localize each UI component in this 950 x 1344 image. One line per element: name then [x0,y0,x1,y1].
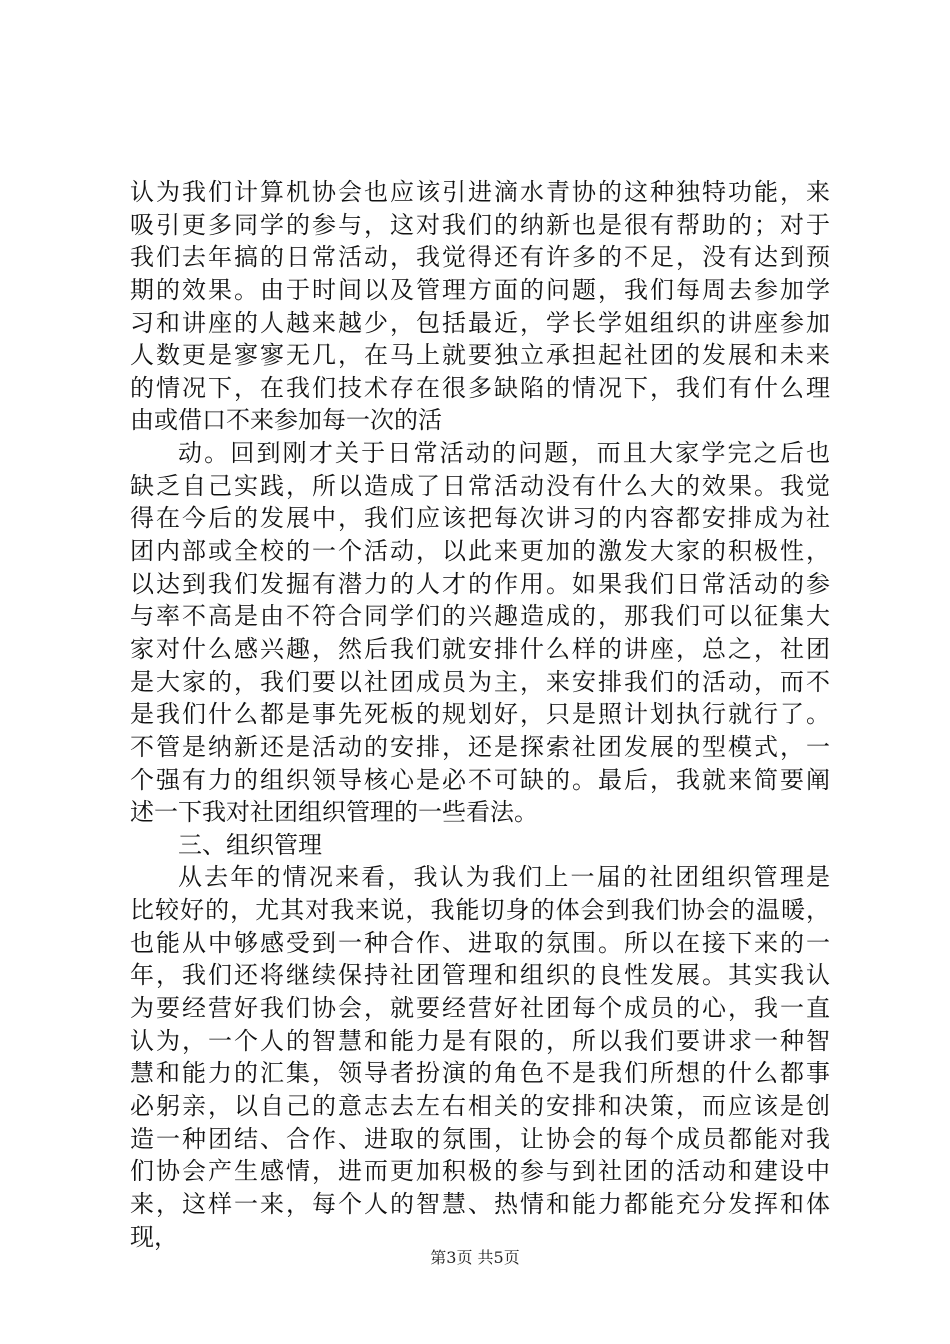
text-line: 三、组织管理 [178,830,322,859]
text-line: 慧和能力的汇集，领导者扮演的角色不是我们所想的什么都事 [130,1059,830,1088]
text-line: 缺乏自己实践，所以造成了日常活动没有什么大的效果。我觉 [130,471,830,500]
text-line: 也能从中够感受到一种合作、进取的氛围。所以在接下来的一 [130,928,830,957]
text-line: 认为，一个人的智慧和能力是有限的，所以我们要讲求一种智 [130,1026,830,1055]
text-line: 现， [130,1222,178,1251]
text-line: 由或借口不来参加每一次的活 [130,406,442,435]
text-line: 的情况下，在我们技术存在很多缺陷的情况下，我们有什么理 [130,373,830,402]
text-line: 述一下我对社团组织管理的一些看法。 [130,798,538,827]
text-line: 我们去年搞的日常活动，我觉得还有许多的不足，没有达到预 [130,243,830,272]
text-line: 家对什么感兴趣，然后我们就安排什么样的讲座，总之，社团 [130,634,830,663]
text-line: 造一种团结、合作、进取的氛围，让协会的每个成员都能对我 [130,1124,830,1153]
text-line: 认为我们计算机协会也应该引进滴水青协的这种独特功能，来 [130,178,830,206]
text-line: 年，我们还将继续保持社团管理和组织的良性发展。其实我认 [130,961,830,990]
text-line: 习和讲座的人越来越少，包括最近，学长学姐组织的讲座参加 [130,308,830,337]
text-line: 团内部或全校的一个活动，以此来更加的激发大家的积极性， [130,537,830,566]
text-line: 是大家的，我们要以社团成员为主，来安排我们的活动，而不 [130,667,830,696]
text-line: 必躬亲，以自己的意志去左右相关的安排和决策，而应该是创 [130,1091,830,1120]
text-line: 不管是纳新还是活动的安排，还是探索社团发展的型模式，一 [130,732,830,761]
text-line: 动。回到刚才关于日常活动的问题，而且大家学完之后也 [178,439,830,468]
document-body [130,176,830,1253]
text-line: 得在今后的发展中，我们应该把每次讲习的内容都安排成为社 [130,504,830,533]
text-line: 与率不高是由不符合同学们的兴趣造成的，那我们可以征集大 [130,602,830,631]
text-line: 为要经营好我们协会，就要经营好社团每个成员的心，我一直 [130,994,830,1023]
text-line: 吸引更多同学的参与，这对我们的纳新也是很有帮助的；对于 [130,210,830,239]
text-line: 以达到我们发掘有潜力的人才的作用。如果我们日常活动的参 [130,569,830,598]
text-line: 人数更是寥寥无几，在马上就要独立承担起社团的发展和未来 [130,341,830,370]
text-line: 从去年的情况来看，我认为我们上一届的社团组织管理是 [178,863,830,892]
text-line: 们协会产生感情，进而更加积极的参与到社团的活动和建设中 [130,1157,830,1186]
text-line: 来，这样一来，每个人的智慧、热情和能力都能充分发挥和体 [130,1189,830,1218]
page-footer: 第3页 共5页 [430,1248,520,1267]
text-line: 比较好的，尤其对我来说，我能切身的体会到我们协会的温暖， [130,896,830,925]
text-line: 个强有力的组织领导核心是必不可缺的。最后，我就来简要阐 [130,765,830,794]
text-line: 期的效果。由于时间以及管理方面的问题，我们每周去参加学 [130,275,830,304]
text-line: 是我们什么都是事先死板的规划好，只是照计划执行就行了。 [130,700,830,729]
